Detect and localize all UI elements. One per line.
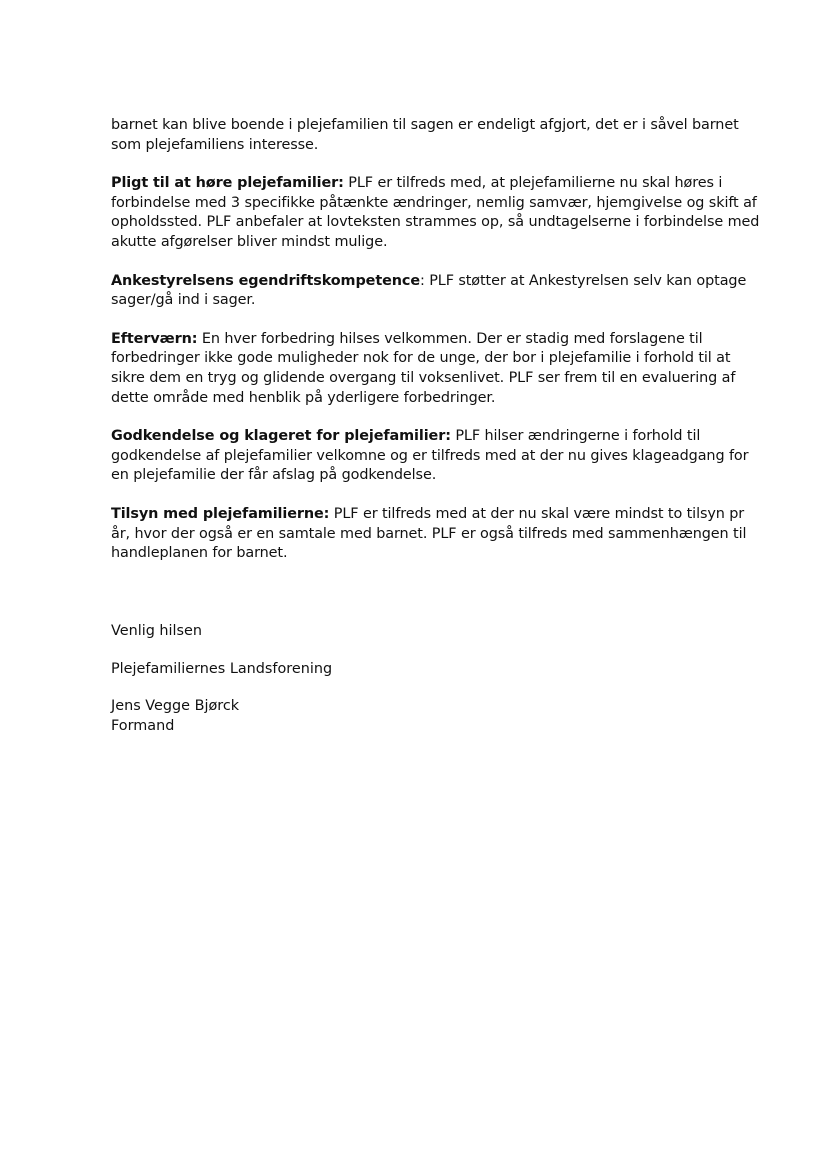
paragraph-text: PLF er tilfreds med at der nu skal være mindst to tilsyn pr år, hvor der også er en samtale med barnet. PLF er også tilfreds med sammenhængen til handleplanen for barnet. xyxy=(111,505,747,562)
paragraph-continuation xyxy=(111,116,761,155)
paragraph-text: PLF hilser ændringerne i forhold til godkendelse af plejefamilier velkomne og er tilfreds med at der nu gives klageadgang for en plejefamilie der får afslag på godkendelse. xyxy=(111,428,749,484)
paragraph-ankestyrelsen xyxy=(111,272,761,311)
signer-title: Formand xyxy=(111,717,175,734)
paragraph-hearing-duty xyxy=(111,174,761,252)
paragraph-text: PLF er tilfreds med, at plejefamilierne nu skal høres i forbindelse med 3 specifikke påtænkte ændringer, nemlig samvær, hjemgivelse og skift af opholdssted. PLF anbefaler at lovteksten strammes op, så undtagelserne i forbindelse med akutte afgørelser bliver mindst mulige. xyxy=(111,175,760,250)
paragraph-lead: Pligt til at høre plejefamilier: xyxy=(111,175,344,192)
paragraph-approval xyxy=(111,427,761,486)
paragraph-aftercare xyxy=(111,330,761,408)
paragraph-text: barnet kan blive boende i plejefamilien til sagen er endeligt afgjort, det er i såvel barnet som plejefamiliens interesse. xyxy=(111,117,739,153)
paragraph-text: : PLF støtter at Ankestyrelsen selv kan optage sager/gå ind i sager. xyxy=(111,272,747,309)
paragraph-lead: Ankestyrelsens egendriftskompetence xyxy=(111,272,420,289)
letter-body xyxy=(111,116,761,583)
paragraph-supervision xyxy=(111,505,761,564)
paragraph-lead: Godkendelse og klageret for plejefamilier: xyxy=(111,428,451,445)
closing-greeting: Venlig hilsen xyxy=(111,623,202,639)
letter-closing xyxy=(111,622,611,736)
closing-organization: Plejefamiliernes Landsforening xyxy=(111,660,333,677)
signer-name: Jens Vegge Bjørck xyxy=(111,698,240,715)
paragraph-lead: Tilsyn med plejefamilierne: xyxy=(111,505,330,522)
paragraph-lead: Efterværn: xyxy=(111,330,198,347)
paragraph-text: En hver forbedring hilses velkommen. Der er stadig med forslagene til forbedringer ikke gode muligheder nok for de unge, der bor i plejefamilie i forhold til at sikre dem en tryg og glidende overgang til voksenlivet. PLF ser frem til en evaluering af dette område med henblik på yderligere forbedringer. xyxy=(111,330,736,406)
